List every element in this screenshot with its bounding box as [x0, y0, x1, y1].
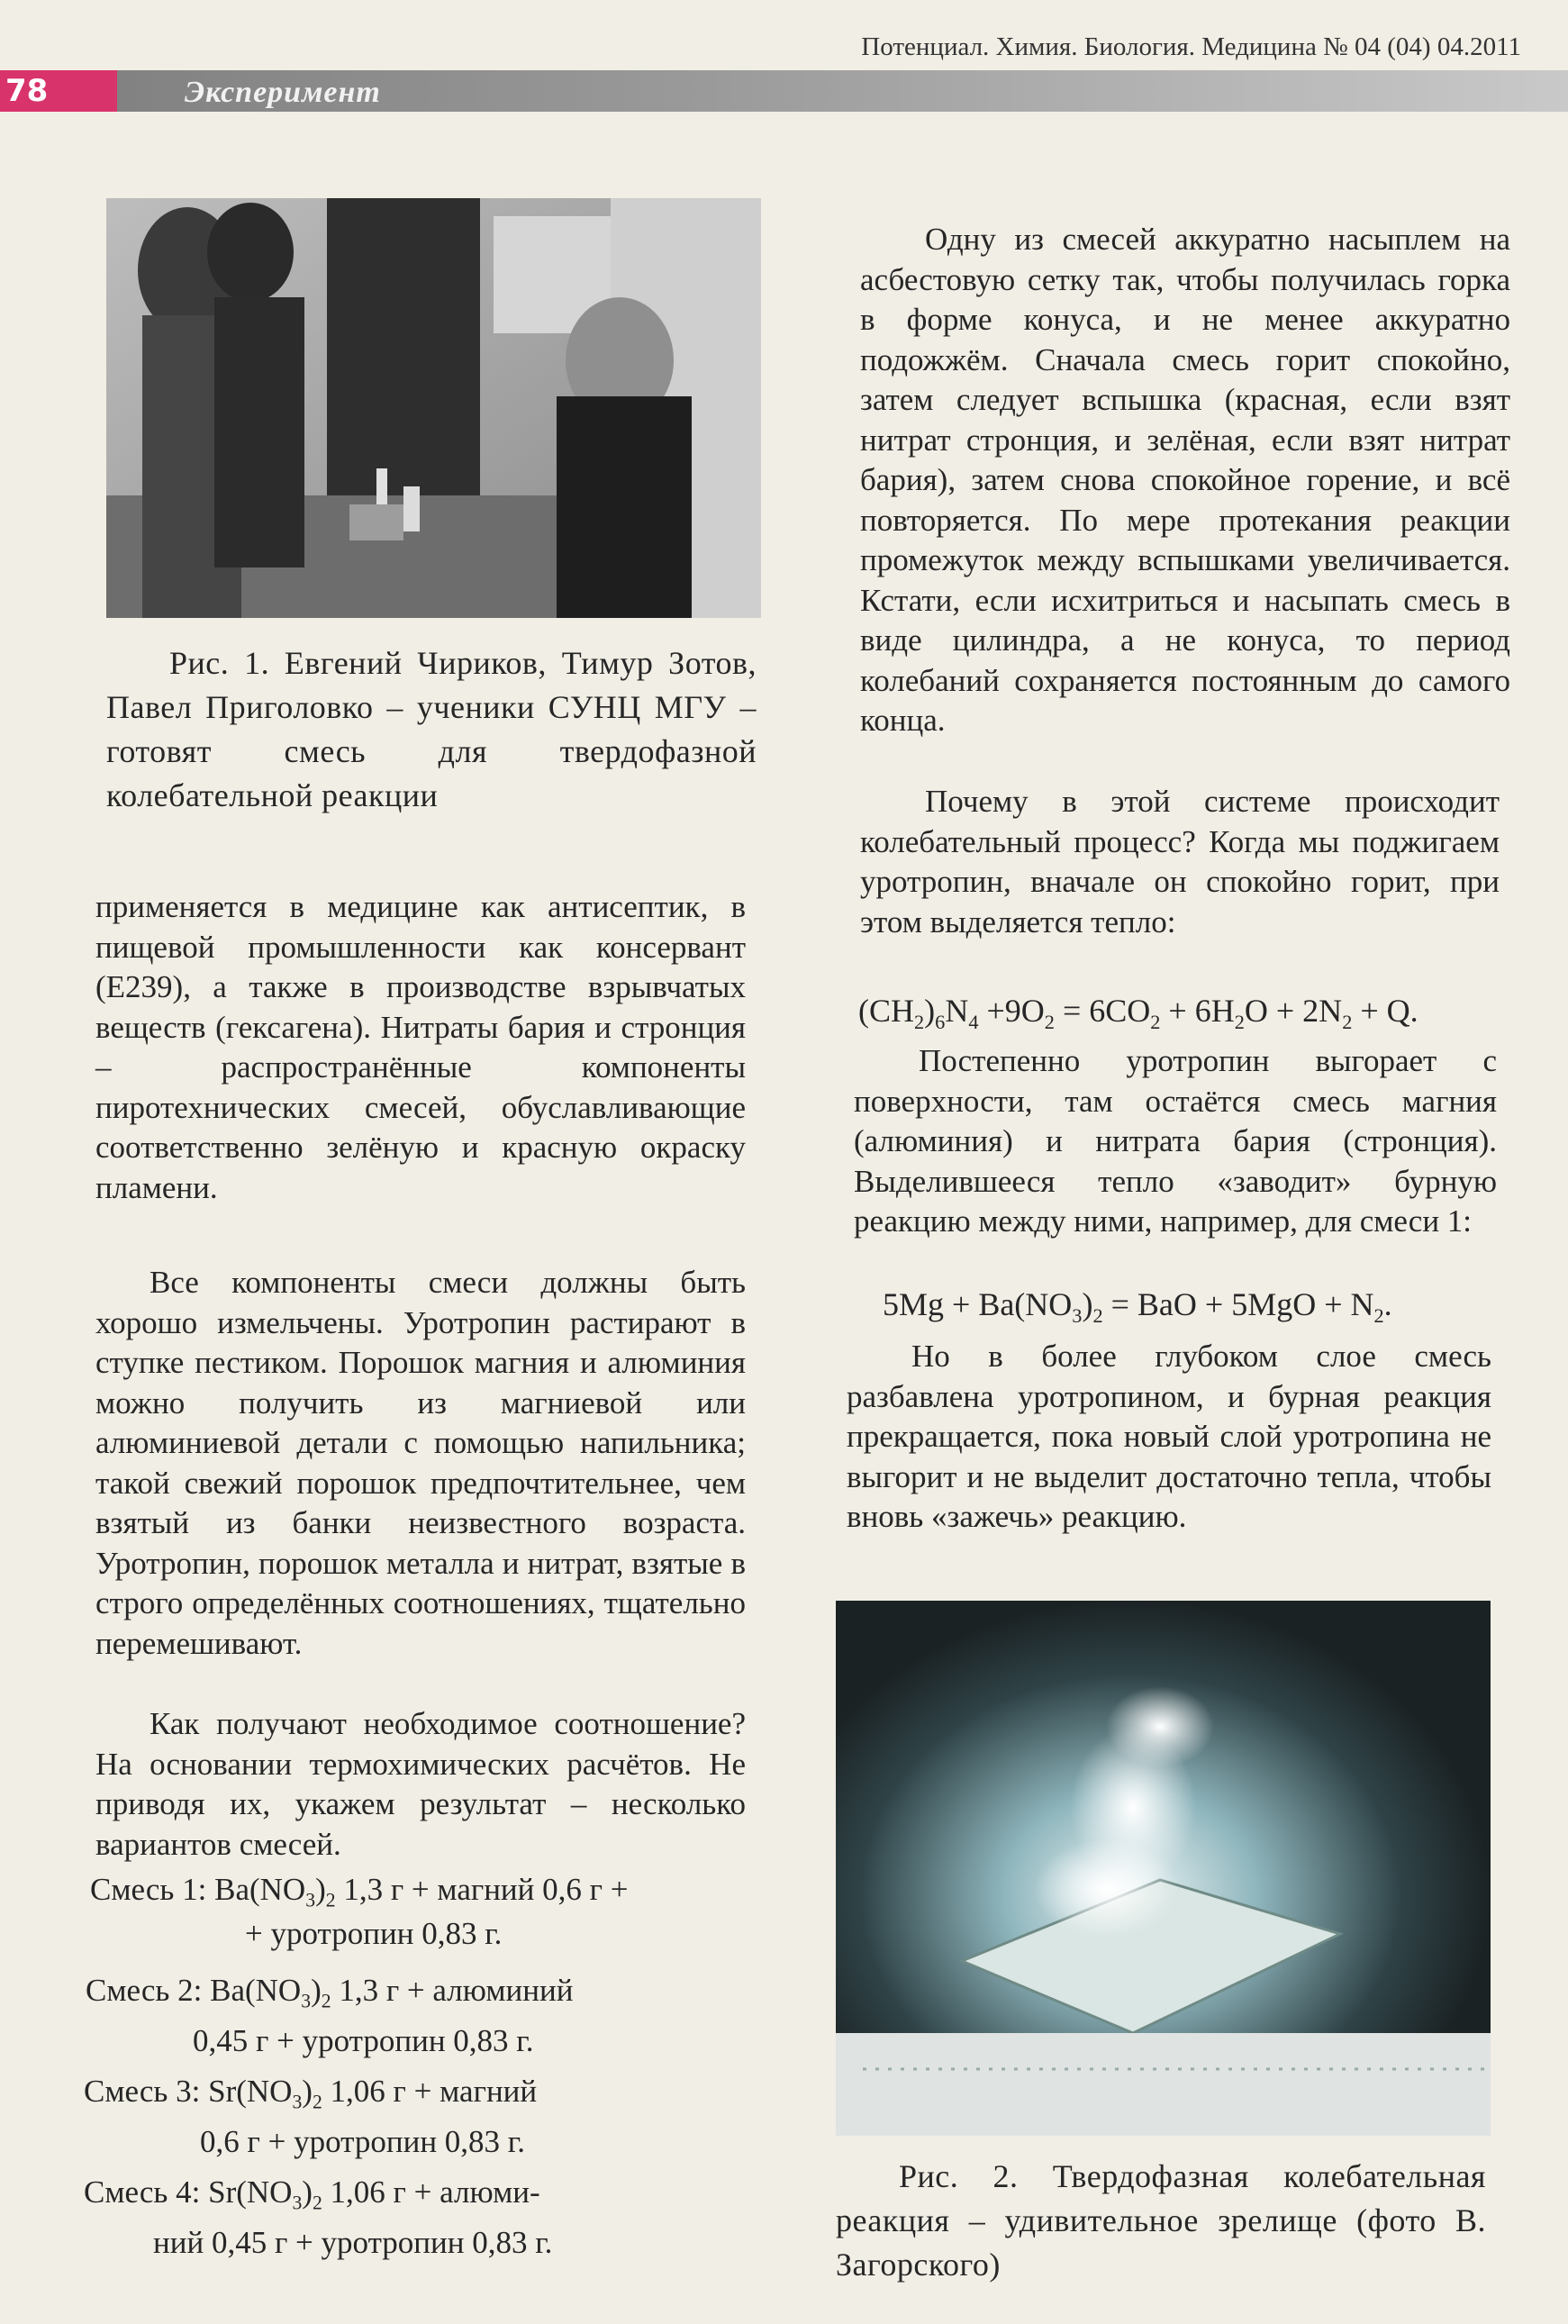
page-number: 78 — [0, 70, 117, 112]
figure1-caption: Рис. 1. Евгений Чириков, Тимур Зотов, Павел Приголовко – ученики СУНЦ МГУ – готовят смесь для твердофазной колебательной реакции — [106, 645, 757, 813]
figure2-caption: Рис. 2. Твердофазная колебательная реакция – удивительное зрелище (фото В. Загорского) — [836, 2158, 1486, 2283]
right-paragraph-2: Почему в этой системе происходит колебательный процесс? Когда мы поджигаем уротропин, вначале он спокойно горит, при этом выделяется тепло: — [860, 784, 1500, 940]
mixture-3-continued: 0,6 г + уротропин 0,83 г. — [200, 2124, 525, 2159]
journal-title: Потенциал. Химия. Биология. Медицина № 04 (04) 04.2011 — [861, 32, 1521, 61]
equation-combustion: $(CH_2)_6N_4 +9O_2 = 6CO_2 + 6H_2O + 2N_2 + Q$. — [858, 993, 1418, 1033]
figure2-photo — [836, 1601, 1491, 2136]
mixture-1: Смесь 1: $Ba(NO_3)_2$ 1,3 г + магний 0,6 г + — [90, 1872, 629, 1911]
right-paragraph-3: Постепенно уротропин выгорает с поверхности, там остаётся смесь магния (алюминия) и нитрата бария (стронция). Выделившееся тепло «заводит» бурную реакцию между ними, например, для смеси 1: — [854, 1043, 1497, 1239]
section-title: Эксперимент — [185, 76, 381, 109]
mixture-2: Смесь 2: $Ba(NO_3)_2$ 1,3 г + алюминий — [86, 1973, 574, 2012]
equation-redox: $5Mg + Ba(NO_3)_2$ = BaO + $5MgO + N_2$. — [883, 1286, 1392, 1327]
mixture-4: Смесь 4: $Sr(NO_3)_2$ 1,06 г + алюми- — [84, 2174, 540, 2214]
right-paragraph-4: Но в более глубоком слое смесь разбавлена уротропином, и бурная реакция прекращается, пока новый слой уротропина не выгорит и не выделит достаточно тепла, чтобы вновь «зажечь» реакцию. — [847, 1339, 1491, 1534]
section-band — [0, 70, 1568, 112]
mixture-2-continued: 0,45 г + уротропин 0,83 г. — [193, 2023, 534, 2058]
lab-photo-image — [106, 198, 761, 618]
left-paragraph-1: применяется в медицине как антисептик, в пищевой промышленности как консервант (Е239), а также в производстве взрывчатых веществ (гексагена). Нитраты бария и стронция – распространённые компоненты пиротехнических смесей, обуславливающие соответственно зелёную и красную окраску пламени. — [95, 889, 746, 1205]
reaction-photo-image — [836, 1601, 1491, 2136]
left-paragraph-3: Как получают необходимое соотношение? На основании термохимических расчётов. Не приводя их, укажем результат – несколько вариантов смесей. — [95, 1706, 746, 1862]
mixture-4-continued: ний 0,45 г + уротропин 0,83 г. — [153, 2225, 553, 2260]
figure1-photo — [106, 198, 761, 618]
mixture-3: Смесь 3: $Sr(NO_3)_2$ 1,06 г + магний — [84, 2074, 538, 2113]
left-paragraph-2: Все компоненты смеси должны быть хорошо измельчены. Уротропин растирают в ступке пестиком. Порошок магния и алюминия можно получить из магниевой или алюминиевой детали с помощью напильника; такой свежий порошок предпочтительнее, чем взятый из банки неизвестного возраста. Уротропин, порошок металла и нитрат, взятые в строго определённых соотношениях, тщательно перемешивают. — [95, 1265, 746, 1661]
right-paragraph-1: Одну из смесей аккуратно насыплем на асбестовую сетку так, чтобы получилась горка в форме конуса, и не менее аккуратно подожжём. Сначала смесь горит спокойно, затем следует вспышка (красная, если взят нитрат стронция, и зелёная, если взят нитрат бария), затем снова спокойное горение, и всё повторяется. По мере протекания реакции промежуток между вспышками увеличивается. Кстати, если исхитриться и насыпать смесь в виде цилиндра, а не конуса, то период колебаний сохраняется постоянным до самого конца. — [860, 222, 1510, 738]
mixture-1-continued: + уротропин 0,83 г. — [245, 1916, 503, 1951]
